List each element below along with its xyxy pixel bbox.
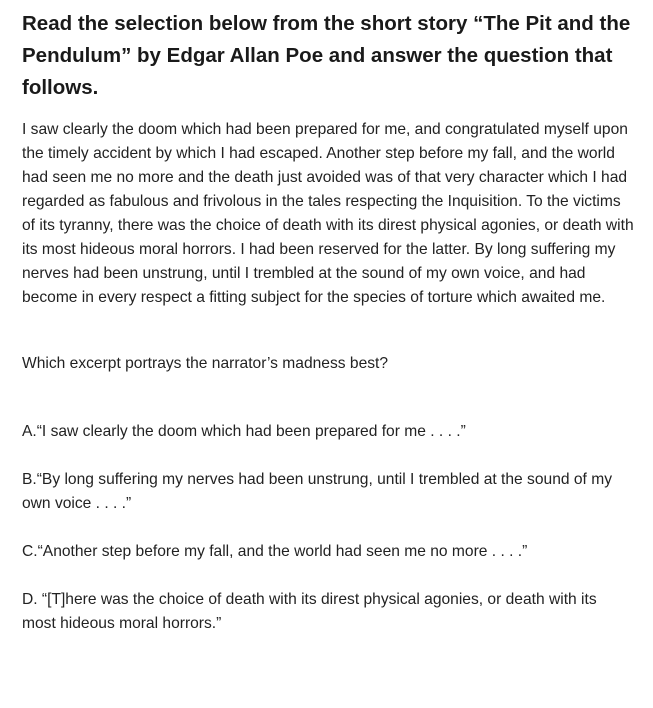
story-excerpt: I saw clearly the doom which had been prepared for me, and congratulated myself upon the timely accident by which I had escaped. Another step before my fall, and the world had seen me no more and the death just avoided was of that very character which I had regarded as fabulous and frivolous in the tales respecting the Inquisition. To the victims of its tyranny, there was the choice of death with its direst physical agonies, or death with its most hideous moral horrors. I had been reserved for the latter. By long suffering my nerves had been unstrung, until I trembled at the sound of my own voice, and had become in every respect a fitting subject for the species of torture which awaited me. [22, 121, 634, 306]
answer-options [22, 420, 634, 636]
answer-option-c[interactable]: C.“Another step before my fall, and the world had seen me no more . . . .” [22, 543, 528, 560]
question-page [22, 0, 634, 636]
answer-option-d[interactable]: D. “[T]here was the choice of death with its direst physical agonies, or death with its most hideous moral horrors.” [22, 591, 597, 632]
question-prompt: Which excerpt portrays the narrator’s madness best? [22, 355, 389, 372]
answer-option-b[interactable]: B.“By long suffering my nerves had been unstrung, until I trembled at the sound of my own voice . . . .” [22, 471, 613, 512]
question-heading: Read the selection below from the short story “The Pit and the Pendulum” by Edgar Allan Poe and answer the question that follows. [22, 12, 631, 99]
answer-option-a[interactable]: A.“I saw clearly the doom which had been prepared for me . . . .” [22, 423, 466, 440]
